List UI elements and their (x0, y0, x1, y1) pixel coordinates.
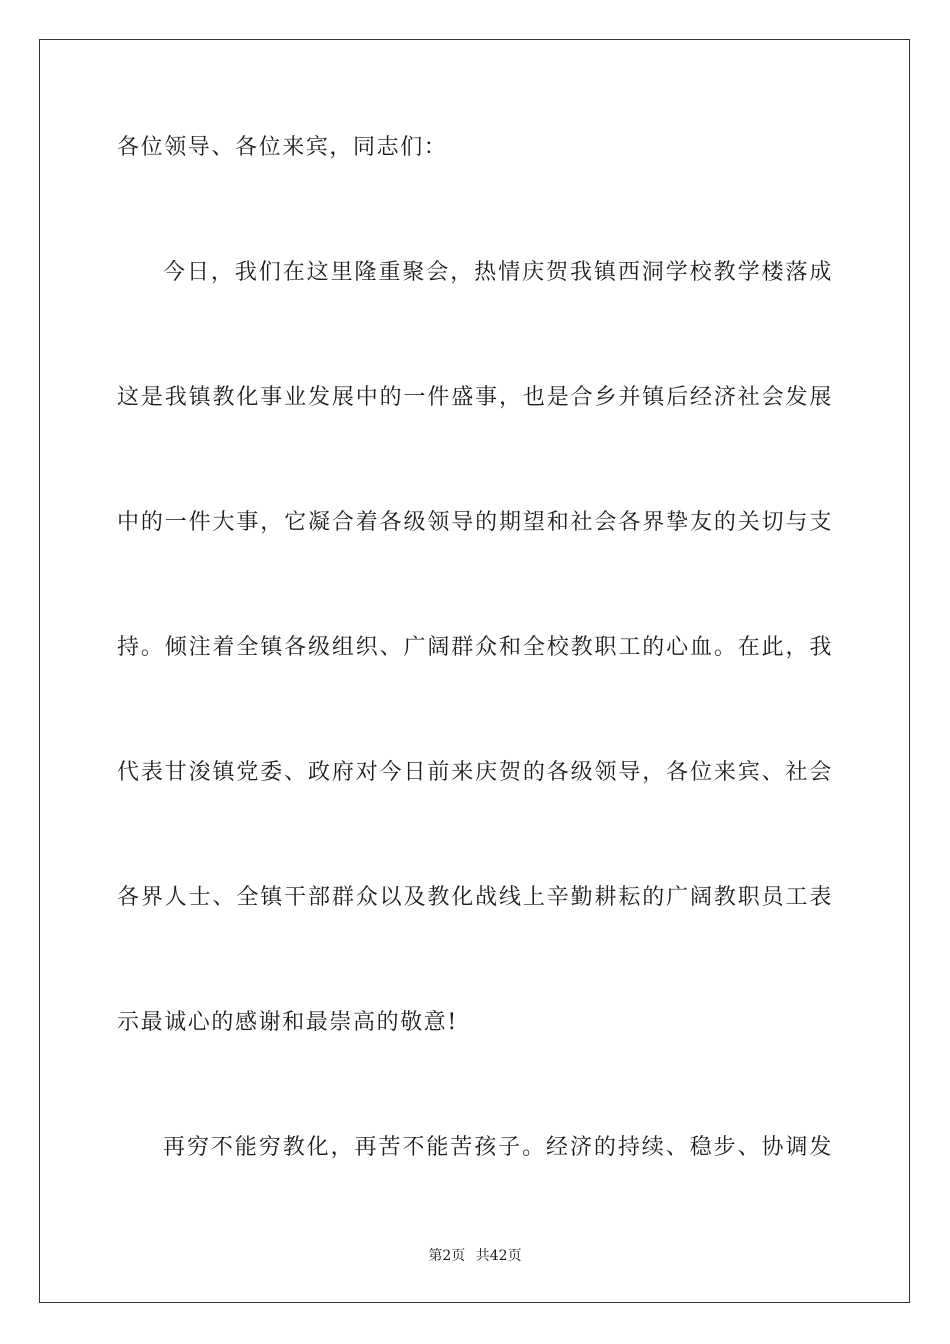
page-number: 第2页 (428, 1248, 466, 1264)
paragraph-line: 再穷不能穷教化，再苦不能苦孩子。经济的持续、稳步、协调发 (163, 1135, 833, 1160)
paragraph-line: 示最诚心的感谢和最崇高的敬意! (117, 1010, 458, 1035)
page-footer (0, 1246, 950, 1266)
paragraph-line: 代表甘浚镇党委、政府对今日前来庆贺的各级领导，各位来宾、社会 (117, 760, 833, 785)
paragraph-line: 中的一件大事，它凝合着各级领导的期望和社会各界挚友的关切与支 (117, 510, 833, 535)
paragraph-line: 这是我镇教化事业发展中的一件盛事，也是合乡并镇后经济社会发展 (117, 385, 833, 410)
paragraph-line: 持。倾注着全镇各级组织、广阔群众和全校教职工的心血。在此，我 (117, 635, 833, 660)
page-border (39, 39, 910, 1303)
page-total: 共42页 (475, 1248, 522, 1264)
paragraph-line: 各界人士、全镇干部群众以及教化战线上辛勤耕耘的广阔教职员工表 (117, 885, 833, 910)
salutation-line: 各位领导、各位来宾，同志们： (117, 135, 448, 160)
paragraph-line: 今日，我们在这里隆重聚会，热情庆贺我镇西洞学校教学楼落成 (163, 260, 833, 285)
